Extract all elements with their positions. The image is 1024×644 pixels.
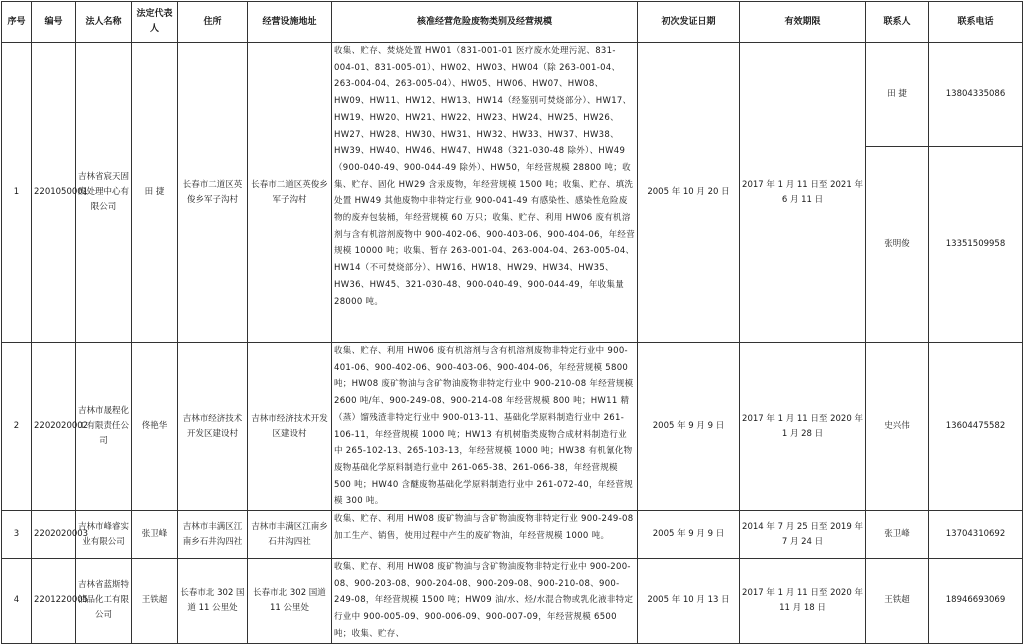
table-row: [2, 343, 1023, 511]
row-facility: 长春市北 302 国道 11 公里处: [248, 559, 332, 644]
row-scope: 收集、贮存、利用 HW08 废矿物油与含矿物油废物非特定行业中 900-200-08、900-203-08、900-204-08、900-209-08、900-210-08、900-249-08，年经营规模 1500 吨；HW09 油/水、烃/水混合物或乳化液非特定行业中 900-005-09、900-006-09、900-007-09，年经营规模 6500 吨；收集、贮存、: [332, 559, 638, 644]
header-rep: 法定代表人: [132, 2, 178, 43]
row-facility: 吉林市经济技术开发区建设村: [248, 343, 332, 511]
row-validity: 2017 年 1 月 11 日至 2020 年 1 月 28 日: [740, 343, 866, 511]
row-validity: 2017 年 1 月 11 日至 2021 年 6 月 11 日: [740, 43, 866, 343]
header-validity: 有效期限: [740, 2, 866, 43]
header-date: 初次发证日期: [638, 2, 740, 43]
header-code: 编号: [32, 2, 76, 43]
row-phone: 13604475582: [929, 343, 1023, 511]
row-name: 吉林市晟程化工有限责任公司: [76, 343, 132, 511]
header-scope: 核准经营危险废物类别及经营规模: [332, 2, 638, 43]
header-phone: 联系电话: [929, 2, 1023, 43]
header-address: 住所: [178, 2, 248, 43]
row-rep: 王铁超: [132, 559, 178, 644]
row-date: 2005 年 10 月 13 日: [638, 559, 740, 644]
row-scope: 收集、贮存、利用 HW08 废矿物油与含矿物油废物非特定行业 900-249-08 加工生产、销售，使用过程中产生的废矿物油，年经营规模 1000 吨。: [332, 511, 638, 559]
row-contact: 田 捷: [866, 43, 929, 147]
header-contact: 联系人: [866, 2, 929, 43]
row-code: 2201050001: [32, 43, 76, 343]
header-name: 法人名称: [76, 2, 132, 43]
row-contact: 史兴伟: [866, 343, 929, 511]
row-facility: 吉林市丰满区江南乡石井沟四社: [248, 511, 332, 559]
row-contact: 张卫峰: [866, 511, 929, 559]
row-name: 吉林市峰睿实业有限公司: [76, 511, 132, 559]
row-code: 2202020003: [32, 511, 76, 559]
row-facility: 长春市二道区英俊乡军子沟村: [248, 43, 332, 343]
row-no: 1: [2, 43, 32, 343]
row-name: 吉林省宸天固废处理中心有限公司: [76, 43, 132, 343]
row-code: 2201220005: [32, 559, 76, 644]
row-no: 3: [2, 511, 32, 559]
row-contact: 张明俊: [866, 147, 929, 343]
row-phone: 13351509958: [929, 147, 1023, 343]
row-date: 2005 年 9 月 9 日: [638, 511, 740, 559]
row-contact: 王铁超: [866, 559, 929, 644]
row-scope: 收集、贮存、利用 HW06 废有机溶剂与含有机溶剂废物非特定行业中 900-401-06、900-402-06、900-403-06、900-404-06，年经营规模 5800 吨；HW08 废矿物油与含矿物油废物非特定行业中 900-210-08 年经营规模 2600 吨/年、900-249-08、900-214-08 年经营规模 800 吨；HW11 精（蒸）馏残渣非特定行业中 900-013-11、基础化学原料制造行业中 261-106-11，年经营规模 1000 吨；HW13 有机树脂类废物合成材料制造行业中 265-102-13、265-103-13，年经营规模 1000 吨；HW38 有机氰化物废物基础化学原料制造行业中 261-065-38、261-066-38，年经营规模 500 吨；HW40 含醚废物基础化学原料制造行业中 261-072-40，年经营规模 300 吨。: [332, 343, 638, 511]
row-no: 2: [2, 343, 32, 511]
license-table: [1, 1, 1023, 644]
table-row: [2, 559, 1023, 644]
header-facility: 经营设施地址: [248, 2, 332, 43]
row-date: 2005 年 9 月 9 日: [638, 343, 740, 511]
row-date: 2005 年 10 月 20 日: [638, 43, 740, 343]
row-scope: 收集、贮存、焚烧处置 HW01（831-001-01 医疗废水处理污泥、831-004-01、831-005-01）、HW02、HW03、HW04（除 263-001-04、263-004-04、263-005-04）、HW05、HW06、HW07、HW08、HW09、HW11、HW12、HW13、HW14（经鉴别可焚烧部分）、HW17、HW19、HW20、HW21、HW22、HW23、HW24、HW25、HW26、HW27、HW28、HW30、HW31、HW32、HW33、HW37、HW38、HW39、HW40、HW46、HW47、HW48（321-030-48 除外）、HW49（900-040-49、900-044-49 除外）、HW50，年经营规模 28800 吨；收集、贮存、固化 HW29 含汞废物，年经营规模 1500 吨；收集、贮存、填洗处置 HW49 其他废物中非特定行业 900-041-49 有感染性、感染性危险废物的废弃包装桶，年经营规模 60 万只；收集、贮存、利用 HW06 废有机溶剂与含有机溶剂废物中 900-402-06、900-403-06、900-404-06，年经营规模 10000 吨；收集、暂存 263-001-04、263-004-04、263-005-04、HW14（不可焚烧部分）、HW16、HW18、HW29、HW34、HW35、HW36、HW45、321-030-48、900-040-49、900-044-49，年收集量 28000 吨。: [332, 43, 638, 343]
row-name: 吉林省蓝斯特油品化工有限公司: [76, 559, 132, 644]
table-row: [2, 43, 1023, 147]
row-address: 长春市二道区英俊乡军子沟村: [178, 43, 248, 343]
row-address: 吉林市丰满区江南乡石井沟四社: [178, 511, 248, 559]
row-phone: 18946693069: [929, 559, 1023, 644]
row-validity: 2017 年 1 月 11 日至 2020 年 11 月 18 日: [740, 559, 866, 644]
row-address: 吉林市经济技术开发区建设村: [178, 343, 248, 511]
row-validity: 2014 年 7 月 25 日至 2019 年 7 月 24 日: [740, 511, 866, 559]
row-phone: 13804335086: [929, 43, 1023, 147]
row-code: 2202020002: [32, 343, 76, 511]
table-row: [2, 511, 1023, 559]
header-row: [2, 2, 1023, 43]
row-no: 4: [2, 559, 32, 644]
row-rep: 田 捷: [132, 43, 178, 343]
header-no: 序号: [2, 2, 32, 43]
row-address: 长春市北 302 国道 11 公里处: [178, 559, 248, 644]
row-phone: 13704310692: [929, 511, 1023, 559]
row-rep: 张卫峰: [132, 511, 178, 559]
row-rep: 佟艳华: [132, 343, 178, 511]
